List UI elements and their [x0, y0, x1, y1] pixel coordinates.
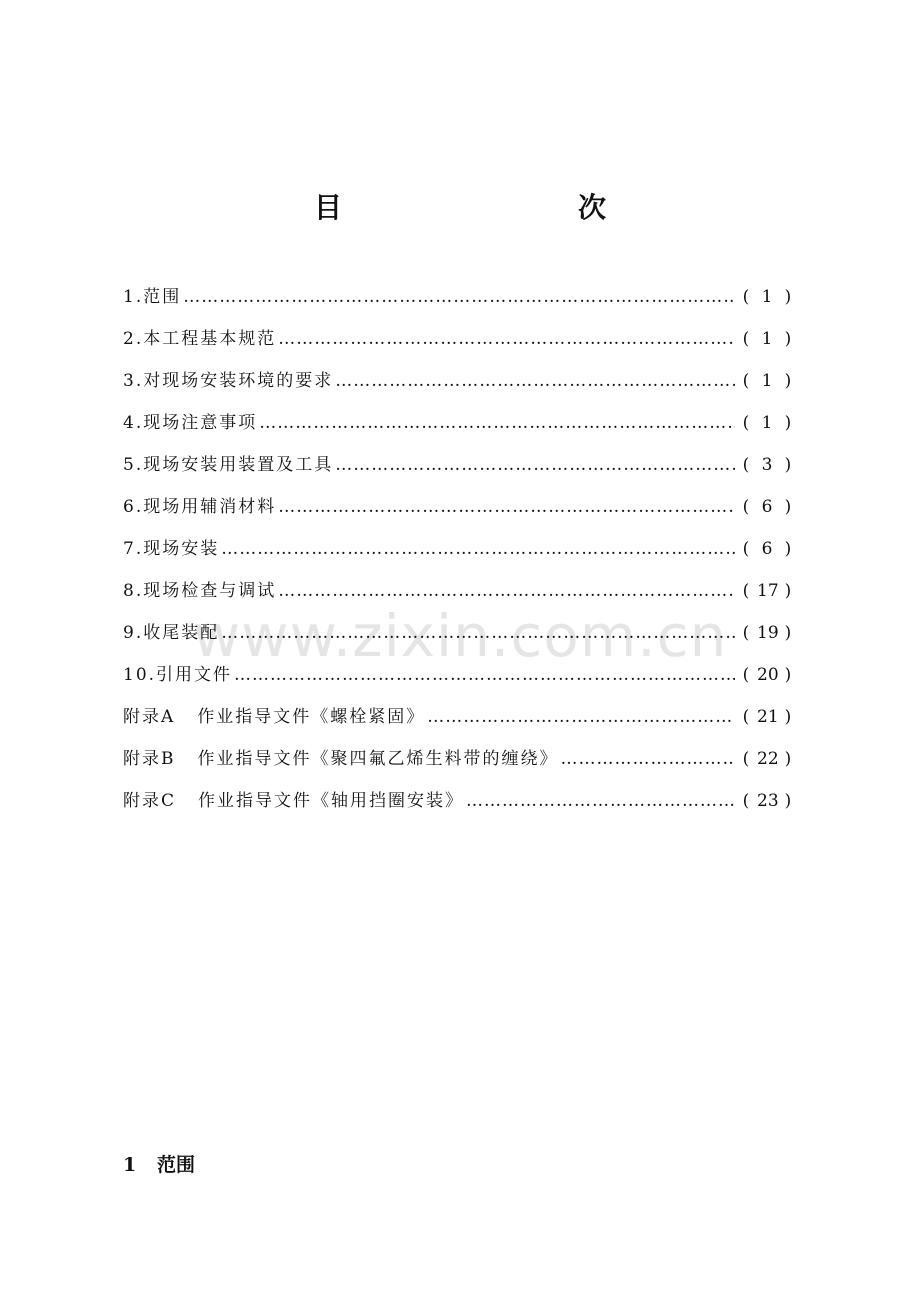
section-number: 1	[123, 1154, 137, 1176]
toc-item-label: 5.现场安装用装置及工具	[123, 455, 334, 475]
toc-item-label: 7.现场安装	[123, 539, 220, 559]
toc-item-page: ( 1 )	[742, 287, 792, 307]
toc-appendix-title: 作业指导文件《聚四氟乙烯生料带的缠绕》	[197, 749, 559, 769]
toc-leader-dots	[278, 318, 735, 360]
toc-appendix-prefix: 附录A	[123, 707, 176, 727]
toc-item-appendix-a[interactable]	[123, 696, 799, 738]
toc-leader-dots	[259, 402, 735, 444]
toc-leader-dots	[278, 486, 735, 528]
toc-leader-dots	[221, 612, 735, 654]
toc-item-precautions[interactable]	[123, 402, 799, 444]
toc-item-page: ( 21 )	[742, 707, 792, 727]
toc-item-label: 2.本工程基本规范	[123, 329, 277, 349]
page-title: 目 次	[313, 191, 666, 224]
toc-appendix-title: 作业指导文件《轴用挡圈安装》	[198, 791, 465, 811]
toc-item-page: ( 1 )	[742, 371, 792, 391]
toc-appendix-prefix: 附录C	[123, 791, 177, 811]
section-title: 范围	[157, 1154, 196, 1176]
toc-leader-dots	[221, 528, 735, 570]
toc-item-appendix-b[interactable]	[123, 738, 799, 780]
toc-item-label: 9.收尾装配	[123, 623, 220, 643]
toc-leader-dots	[466, 780, 735, 822]
toc-appendix-title: 作业指导文件《螺栓紧固》	[197, 707, 426, 727]
toc-item-page: ( 17 )	[742, 581, 792, 601]
toc-item-final-assembly[interactable]	[123, 612, 799, 654]
toc-leader-dots	[183, 276, 735, 318]
toc-item-references[interactable]	[123, 654, 799, 696]
table-of-contents	[123, 276, 799, 822]
toc-item-label	[123, 780, 466, 822]
toc-item-label: 3.对现场安装环境的要求	[123, 371, 334, 391]
toc-item-environment[interactable]	[123, 360, 799, 402]
toc-item-page: ( 22 )	[742, 749, 792, 769]
toc-leader-dots	[427, 696, 735, 738]
toc-item-page: ( 1 )	[742, 413, 792, 433]
toc-item-appendix-c[interactable]	[123, 780, 799, 822]
toc-leader-dots	[335, 444, 735, 486]
toc-item-label: 4.现场注意事项	[123, 413, 258, 433]
toc-item-basic-specs[interactable]	[123, 318, 799, 360]
toc-item-scope[interactable]	[123, 276, 799, 318]
toc-item-page: ( 20 )	[742, 665, 792, 685]
section-heading	[123, 1150, 195, 1177]
toc-item-label: 6.现场用辅消材料	[123, 497, 277, 517]
toc-item-page: ( 1 )	[742, 329, 792, 349]
toc-leader-dots	[278, 570, 735, 612]
toc-leader-dots	[234, 654, 735, 696]
toc-item-page: ( 6 )	[742, 497, 792, 517]
toc-item-label: 8.现场检查与调试	[123, 581, 277, 601]
toc-item-page: ( 23 )	[742, 791, 792, 811]
toc-item-installation[interactable]	[123, 528, 799, 570]
toc-leader-dots	[561, 738, 736, 780]
toc-leader-dots	[335, 360, 735, 402]
toc-item-page: ( 3 )	[742, 455, 792, 475]
toc-appendix-prefix: 附录B	[123, 749, 176, 769]
toc-item-label: 10.引用文件	[123, 665, 233, 685]
toc-item-consumables[interactable]	[123, 486, 799, 528]
toc-item-label	[123, 738, 561, 780]
toc-item-inspection[interactable]	[123, 570, 799, 612]
watermark: www.zixin.com.cn	[192, 602, 728, 670]
toc-item-label: 1.范围	[123, 287, 182, 307]
toc-item-devices-tools[interactable]	[123, 444, 799, 486]
toc-item-label	[123, 696, 427, 738]
toc-item-page: ( 19 )	[742, 623, 792, 643]
toc-item-page: ( 6 )	[742, 539, 792, 559]
